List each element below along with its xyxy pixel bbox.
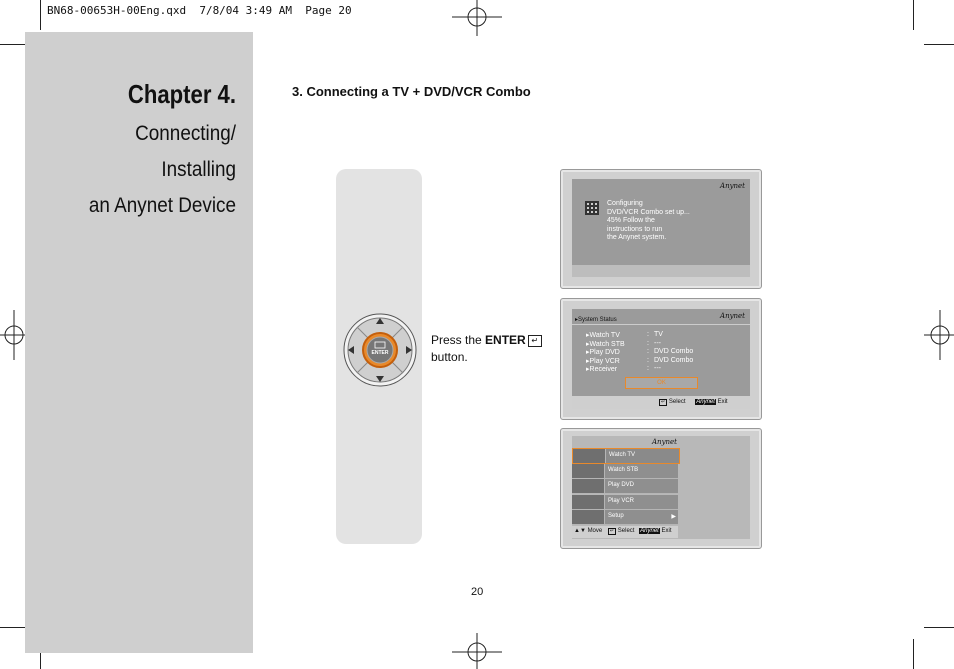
instruction-enter-bold: ENTER — [485, 333, 526, 347]
message-line: Configuring — [607, 200, 643, 207]
instruction-text — [431, 332, 542, 366]
status-row: ▸Play VCR — [586, 357, 620, 365]
status-label: Receiver — [589, 366, 618, 373]
section-heading: 3. Connecting a TV + DVD/VCR Combo — [292, 84, 531, 99]
gear-icon — [572, 510, 605, 524]
menu-item-play-vcr[interactable] — [572, 495, 678, 510]
enter-icon: ↵ — [609, 528, 615, 534]
status-value: DVD Combo — [654, 348, 694, 355]
page-number: 20 — [471, 586, 484, 598]
menu-item-play-dvd[interactable] — [572, 479, 678, 494]
status-row: ▸Receiver — [586, 366, 618, 373]
footer-exit-label: Exit — [661, 528, 672, 534]
status-value: --- — [654, 365, 661, 372]
screen-footer-bar — [572, 396, 750, 409]
move-icon: ▲▼ — [574, 528, 586, 534]
stb-icon — [572, 464, 605, 478]
chapter-subtitle-line-3: an Anynet Device — [88, 194, 236, 217]
ok-button[interactable]: OK — [625, 377, 698, 389]
anynet-badge: Anynet — [640, 528, 659, 534]
screen-system-status — [560, 298, 762, 420]
status-colon: : — [647, 348, 649, 355]
message-line: the Anynet system. — [607, 234, 667, 241]
status-label: Watch TV — [589, 332, 620, 339]
menu-label: Watch TV — [609, 452, 636, 458]
status-label: Play VCR — [589, 357, 620, 365]
anynet-badge: Anynet — [696, 399, 715, 405]
chapter-sidebar — [25, 32, 253, 653]
header-divider — [572, 324, 750, 325]
menu-item-watch-stb[interactable] — [572, 464, 678, 479]
status-value: --- — [654, 339, 661, 347]
crop-mark — [924, 627, 954, 628]
chevron-right-icon: ▶ — [671, 514, 676, 520]
menu-label: Setup — [608, 513, 624, 519]
instruction-prefix: Press the — [431, 333, 486, 347]
registration-mark-right — [924, 310, 954, 360]
screen-anynet-menu — [560, 428, 762, 549]
anynet-logo: Anynet — [720, 312, 745, 320]
screen-configuring — [560, 169, 762, 289]
footer-exit-label: Exit — [717, 399, 728, 405]
menu-item-setup[interactable] — [572, 510, 678, 525]
message-line: DVD/VCR Combo set up... — [607, 208, 690, 216]
footer-hints — [659, 399, 728, 406]
configuring-message — [607, 200, 690, 243]
menu-label: Play VCR — [608, 498, 635, 504]
screen-footer-bar — [572, 265, 750, 277]
status-colon: : — [647, 365, 649, 372]
chapter-subtitle-line-1: Connecting/ — [135, 122, 236, 145]
footer-select-label: Select — [668, 399, 686, 405]
system-status-header: ▸System Status — [575, 317, 617, 323]
crop-mark — [40, 0, 41, 30]
instruction-suffix: button. — [431, 350, 468, 364]
status-label: Play DVD — [589, 349, 620, 356]
registration-mark-bottom — [452, 633, 502, 669]
crop-mark — [913, 639, 914, 669]
dvd-icon — [572, 479, 605, 493]
grid-icon — [585, 201, 599, 215]
enter-icon: ↵ — [661, 399, 666, 405]
status-row: ▸Watch STB — [586, 340, 625, 348]
menu-label: Play DVD — [608, 482, 635, 488]
status-label: Watch STB — [589, 340, 625, 348]
status-colon: : — [647, 331, 649, 338]
remote-panel — [336, 169, 422, 544]
status-row: ▸Watch TV — [586, 332, 620, 339]
footer-hints — [574, 528, 672, 535]
status-colon: : — [647, 356, 649, 364]
anynet-logo: Anynet — [720, 182, 745, 190]
screen-anynet-menu-display — [572, 436, 750, 539]
vcr-icon — [572, 495, 605, 509]
enter-button-label[interactable]: ENTER — [371, 350, 389, 356]
menu-label: Watch STB — [608, 467, 639, 473]
print-slug-line: BN68-00653H-00Eng.qxd 7/8/04 3:49 AM Page 20 — [47, 4, 352, 17]
screen-system-status-display — [572, 309, 750, 409]
screen-footer-bar — [572, 526, 678, 538]
menu-item-watch-tv[interactable] — [572, 448, 680, 464]
footer-select-label: Select — [617, 528, 635, 534]
crop-mark — [913, 0, 914, 30]
enter-icon: ↵ — [528, 335, 542, 347]
message-line: 45% Follow the — [607, 217, 655, 224]
message-line: instructions to run — [607, 225, 663, 233]
status-row: ▸Play DVD — [586, 349, 620, 356]
anynet-logo: Anynet — [652, 438, 677, 446]
screen-configuring-display — [572, 179, 750, 277]
system-status-title: System Status — [578, 317, 617, 323]
status-colon: : — [647, 339, 649, 347]
status-value: DVD Combo — [654, 356, 694, 364]
crop-mark — [924, 44, 954, 45]
registration-mark-top — [452, 0, 502, 36]
tv-icon — [573, 449, 606, 463]
chapter-title: Chapter 4. — [127, 79, 236, 109]
chapter-subtitle-line-2: Installing — [161, 158, 236, 181]
status-value: TV — [654, 331, 663, 338]
footer-move-label: Move — [587, 528, 603, 534]
